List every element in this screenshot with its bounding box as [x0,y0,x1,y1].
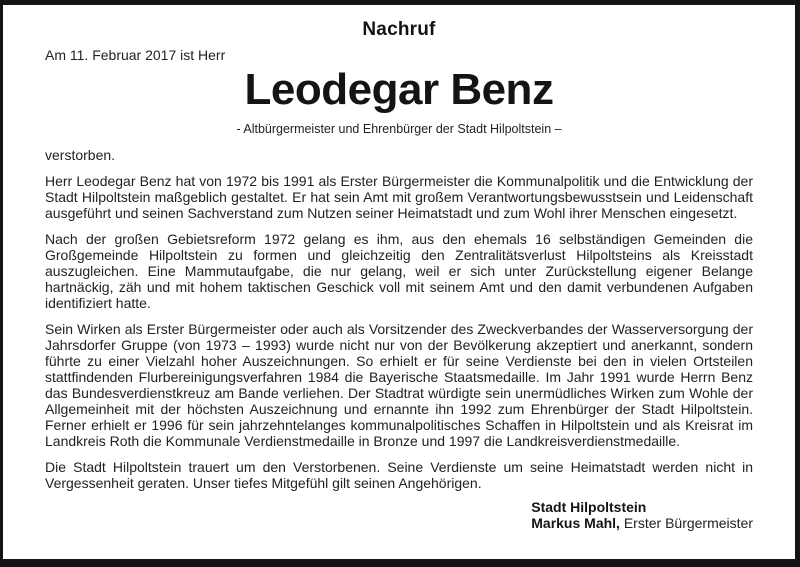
obituary-paragraph-2: Nach der großen Gebietsreform 1972 gelang es ihm, aus den ehemals 16 selbständigen Gemeinden die Großgemeinde Hilpoltstein zu formen und gleichzeitig den Zentralitätsverlust Hilpoltsteins als Kreisstadt auszugleichen. Eine Mammutaufgabe, die nur gelang, weil er sich unter Zurückstellung eigener Belange hartnäckig, zäh und mit hohem taktischen Geschick voll mit seinem Amt und den damit verbundenen Aufgaben identifiziert hatte. [45,231,753,311]
obituary-paragraph-4: Die Stadt Hilpoltstein trauert um den Verstorbenen. Seine Verdienste um seine Heimatstadt werden nicht in Vergessenheit geraten. Unser tiefes Mitgefühl gilt seinen Angehörigen. [45,459,753,491]
honorific-line: - Altbürgermeister und Ehrenbürger der Stadt Hilpoltstein – [236,122,562,136]
obituary-paragraph-1: Herr Leodegar Benz hat von 1972 bis 1991 als Erster Bürgermeister die Kommunalpolitik und die Entwicklung der Stadt Hilpoltstein maßgeblich gestaltet. Er hat sein Amt mit großem Verantwortungsbewusstsein und Leidenschaft ausgeführt und seinen Sachverstand zum Nutzen seiner Heimatstadt und zum Wohl ihrer Menschen eingesetzt. [45,173,753,221]
signature-name: Markus Mahl, [531,515,620,531]
verstorben-line: verstorben. [45,147,116,163]
intro-line: Am 11. Februar 2017 ist Herr [45,47,226,63]
signature-block [531,499,753,531]
signature-line [531,515,753,531]
signature-title: Erster Bürgermeister [623,515,753,531]
notice-title: Nachruf [362,19,436,40]
signature-organization: Stadt Hilpoltstein [531,499,647,515]
deceased-name: Leodegar Benz [244,65,554,114]
obituary-paragraph-3: Sein Wirken als Erster Bürgermeister oder auch als Vorsitzender des Zweckverbandes der Wasserversorgung der Jahrsdorfer Gruppe (von 1973 – 1993) wurde nicht nur von der Bevölkerung akzeptiert und anerkannt, sondern führte zu einer Vielzahl hoher Auszeichnungen. So erhielt er für seine Verdienste bei den in vielen Ortsteilen stattfindenden Flurbereinigungsverfahren 1984 die Bayerische Staatsmedaille. Im Jahr 1991 wurde Herrn Benz das Bundesverdienstkreuz am Bande verliehen. Der Stadtrat würdigte sein unermüdliches Wirken zum Wohle der Allgemeinheit mit der höchsten Auszeichnung und ernannte ihn 1992 zum Ehrenbürger der Stadt Hilpoltstein. Ferner erhielt er 1996 für sein jahrzehntelanges kommunalpolitisches Schaffen in Hilpoltstein und als Kreisrat im Landkreis Roth die Kommunale Verdienstmedaille in Bronze und 1997 die Landkreisverdienstmedaille. [45,321,753,449]
obituary-content [3,19,795,531]
